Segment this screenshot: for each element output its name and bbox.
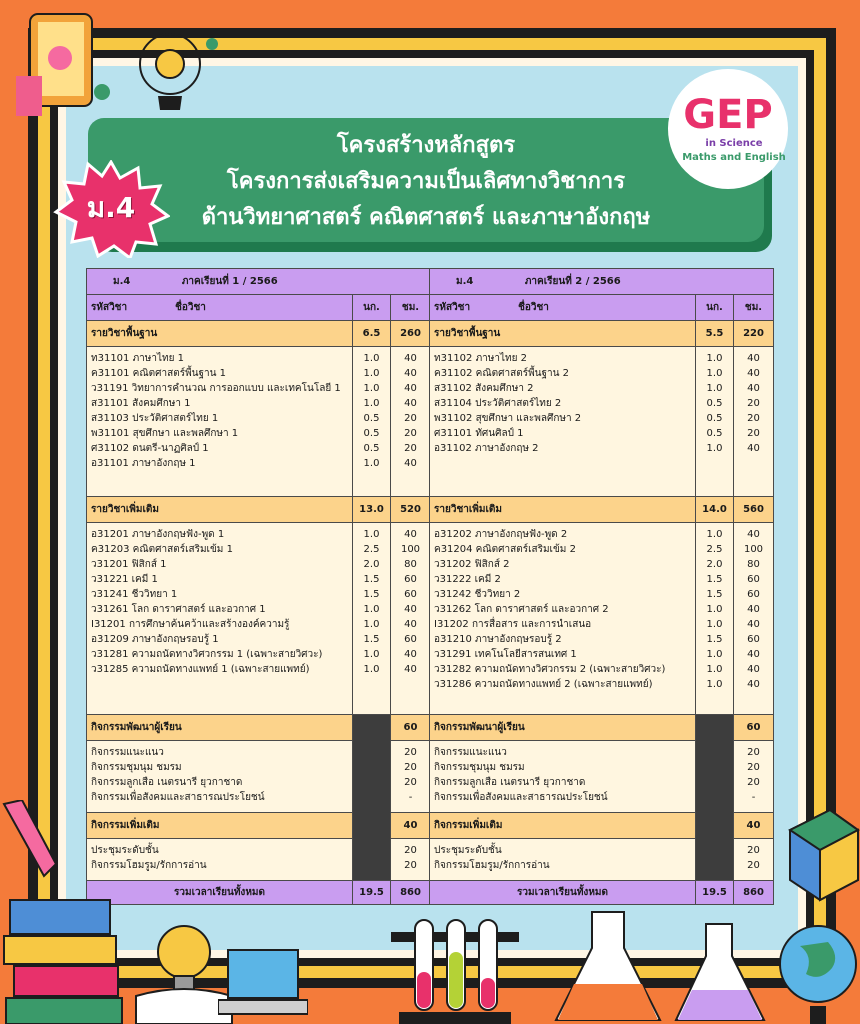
term1-basic-credit: 6.5 <box>353 321 391 347</box>
term2-basic-hours: 220 <box>734 321 774 347</box>
row-hours: 20 <box>404 860 417 871</box>
row-hours: 40 <box>747 383 760 394</box>
row-name: ส31103 ประวัติศาสตร์ไทย 1 <box>91 413 219 424</box>
row-name: I31201 การศึกษาค้นคว้าและสร้างองค์ความรู้ <box>91 619 290 630</box>
row-hours: 20 <box>747 413 760 424</box>
row-hours: 40 <box>404 368 417 379</box>
row-credit: 2.5 <box>363 544 380 555</box>
row-credit: 1.5 <box>706 589 723 600</box>
term1-more-hours: 40 <box>391 813 431 839</box>
term1-total-label: รวมเวลาเรียนทั้งหมด <box>87 881 353 905</box>
books-stack-icon <box>0 880 130 1024</box>
term2-col-hours: ชม. <box>734 295 774 321</box>
term2-extra-label: รายวิชาเพิ่มเติม <box>430 497 696 523</box>
row-credit: 1.0 <box>363 664 380 675</box>
row-hours: 40 <box>404 353 417 364</box>
row-credit: 1.0 <box>363 368 380 379</box>
row-name: ส31104 ประวัติศาสตร์ไทย 2 <box>434 398 562 409</box>
row-hours: 20 <box>747 398 760 409</box>
row-hours: 60 <box>404 574 417 585</box>
row-name: ว31222 เคมี 2 <box>434 574 501 585</box>
row-hours: 80 <box>404 559 417 570</box>
row-name: อ31209 ภาษาอังกฤษรอบรู้ 1 <box>91 634 219 645</box>
row-hours: 40 <box>747 529 760 540</box>
test-tubes-icon <box>385 912 525 1024</box>
row-name: ว31242 ชีววิทยา 2 <box>434 589 521 600</box>
row-credit: 0.5 <box>706 428 723 439</box>
row-hours: 60 <box>747 574 760 585</box>
row-credit: 1.0 <box>363 458 380 469</box>
row-hours: 40 <box>747 443 760 454</box>
row-credit: 1.0 <box>363 649 380 660</box>
logo-mark: GEP <box>683 92 773 138</box>
row-name: ค31203 คณิตศาสตร์เสริมเข้ม 1 <box>91 544 233 555</box>
header-title: โครงสร้างหลักสูตร <box>336 133 516 158</box>
row-hours: 60 <box>404 589 417 600</box>
row-hours: 20 <box>747 860 760 871</box>
row-hours: 40 <box>747 649 760 660</box>
row-name: อ31202 ภาษาอังกฤษฟัง-พูด 2 <box>434 529 568 540</box>
term1-activity-hours-list <box>391 741 431 813</box>
row-hours: 20 <box>404 762 417 773</box>
row-hours: 60 <box>747 589 760 600</box>
row-hours: 40 <box>404 664 417 675</box>
row-name: ว31201 ฟิสิกส์ 1 <box>91 559 167 570</box>
row-name: ศ31101 ทัศนศิลป์ 1 <box>434 428 524 439</box>
row-credit: 2.0 <box>706 559 723 570</box>
laptop-cloud-icon <box>218 930 308 1024</box>
term2-activity-hours-list <box>734 741 774 813</box>
row-name: ว31286 ความถนัดทางแพทย์ 2 (เฉพาะสายแพทย์) <box>434 679 653 690</box>
term2-total-credit: 19.5 <box>696 881 734 905</box>
term2-activity-names <box>430 741 696 813</box>
term1-col-credit: นก. <box>353 295 391 321</box>
row-name: ว31191 วิทยาการคำนวณ การออกแบบ และเทคโนโลยี 1 <box>91 383 341 394</box>
row-credit: 0.5 <box>363 413 380 424</box>
term2-col-name: ชื่อวิชา <box>518 302 549 313</box>
row-credit: 1.0 <box>363 383 380 394</box>
term2-more-names <box>430 839 696 881</box>
tablet-illustration-icon <box>10 6 120 126</box>
row-credit: 1.0 <box>706 383 723 394</box>
row-credit: 2.5 <box>706 544 723 555</box>
term1-activity-dark-cell <box>353 715 391 881</box>
row-hours: 40 <box>747 353 760 364</box>
row-name: กิจกรรมชุมนุม ชมรม <box>91 762 182 773</box>
row-hours: 20 <box>404 777 417 788</box>
row-name: ค31101 คณิตศาสตร์พื้นฐาน 1 <box>91 368 227 379</box>
row-credit: 0.5 <box>363 443 380 454</box>
row-hours: 20 <box>747 762 760 773</box>
row-hours: 20 <box>747 747 760 758</box>
row-hours: 20 <box>404 747 417 758</box>
term2-basic-label: รายวิชาพื้นฐาน <box>430 321 696 347</box>
gep-logo <box>660 66 796 192</box>
row-credit: 1.0 <box>706 529 723 540</box>
row-credit: 1.0 <box>706 353 723 364</box>
term1-basic-hours-list <box>391 347 431 497</box>
term2-activity-hours: 60 <box>734 715 774 741</box>
lightbulb-gear-icon <box>122 14 232 124</box>
term2-more-label: กิจกรรมเพิ่มเติม <box>430 813 696 839</box>
term2-more-hours: 40 <box>734 813 774 839</box>
row-name: กิจกรรมเพื่อสังคมและสาธารณประโยชน์ <box>91 792 265 803</box>
row-name: ประชุมระดับชั้น <box>91 845 159 856</box>
term2-grade: ม.4 <box>456 276 474 287</box>
row-hours: 60 <box>404 634 417 645</box>
term2-activity-dark-cell <box>696 715 734 881</box>
row-hours: 100 <box>743 544 764 555</box>
row-name: ว31221 เคมี 1 <box>91 574 158 585</box>
row-hours: 40 <box>747 679 760 690</box>
abc-blocks-icon <box>780 800 860 920</box>
term1-basic-label: รายวิชาพื้นฐาน <box>87 321 353 347</box>
row-credit: 1.0 <box>706 443 723 454</box>
term2-extra-credit: 14.0 <box>696 497 734 523</box>
row-name: กิจกรรมโฮมรูม/รักการอ่าน <box>434 860 550 871</box>
row-hours: 20 <box>404 413 417 424</box>
row-hours: - <box>751 792 756 803</box>
term1-extra-label: รายวิชาเพิ่มเติม <box>87 497 353 523</box>
row-name: อ31210 ภาษาอังกฤษรอบรู้ 2 <box>434 634 562 645</box>
row-hours: 40 <box>747 619 760 630</box>
row-name: กิจกรรมชุมนุม ชมรม <box>434 762 525 773</box>
term1-total-credit: 19.5 <box>353 881 391 905</box>
row-hours: 40 <box>747 604 760 615</box>
term2-table <box>429 268 774 905</box>
row-credit: 1.5 <box>706 634 723 645</box>
row-credit: 1.5 <box>363 574 380 585</box>
term2-extra-hours-list <box>734 523 774 715</box>
term1-more-hours-list <box>391 839 431 881</box>
row-name: ค31204 คณิตศาสตร์เสริมเข้ม 2 <box>434 544 576 555</box>
row-hours: 40 <box>747 664 760 675</box>
term1-activity-label: กิจกรรมพัฒนาผู้เรียน <box>87 715 353 741</box>
row-name: ส31101 สังคมศึกษา 1 <box>91 398 191 409</box>
term2-extra-hours: 560 <box>734 497 774 523</box>
row-credit: 2.0 <box>363 559 380 570</box>
term1-extra-hours-list <box>391 523 431 715</box>
logo-sub-1: in Science <box>705 138 763 149</box>
row-credit: 0.5 <box>706 413 723 424</box>
term1-basic-hours: 260 <box>391 321 431 347</box>
term2-basic-hours-list <box>734 347 774 497</box>
row-hours: 60 <box>747 634 760 645</box>
term2-header <box>430 269 774 295</box>
term1-col-hours: ชม. <box>391 295 431 321</box>
term1-col-name: ชื่อวิชา <box>175 302 206 313</box>
row-hours: 40 <box>404 458 417 469</box>
row-name: พ31101 สุขศึกษา และพลศึกษา 1 <box>91 428 239 439</box>
row-hours: - <box>408 792 413 803</box>
term2-basic-credit: 5.5 <box>696 321 734 347</box>
term1-basic-credits <box>353 347 391 497</box>
row-hours: 40 <box>404 398 417 409</box>
term2-activity-label: กิจกรรมพัฒนาผู้เรียน <box>430 715 696 741</box>
term1-col-code: รหัสวิชา ชื่อวิชา <box>87 295 353 321</box>
term1-total-hours: 860 <box>391 881 431 905</box>
row-credit: 0.5 <box>706 398 723 409</box>
globe-icon <box>770 916 860 1024</box>
term2-term: ภาคเรียนที่ 2 / 2566 <box>524 276 621 287</box>
row-credit: 1.0 <box>363 353 380 364</box>
row-name: ว31291 เทคโนโลยีสารสนเทศ 1 <box>434 649 577 660</box>
row-name: กิจกรรมลูกเสือ เนตรนารี ยุวกาชาด <box>91 777 243 788</box>
term2-total-label: รวมเวลาเรียนทั้งหมด <box>430 881 696 905</box>
term1-table <box>86 268 431 905</box>
row-credit: 1.0 <box>363 398 380 409</box>
row-credit: 1.0 <box>706 679 723 690</box>
term1-extra-hours: 520 <box>391 497 431 523</box>
row-hours: 20 <box>747 777 760 788</box>
term1-more-names <box>87 839 353 881</box>
row-name: พ31102 สุขศึกษา และพลศึกษา 2 <box>434 413 582 424</box>
row-hours: 40 <box>404 649 417 660</box>
row-credit: 1.0 <box>363 604 380 615</box>
row-name: ว31285 ความถนัดทางแพทย์ 1 (เฉพาะสายแพทย์) <box>91 664 310 675</box>
row-credit: 1.0 <box>706 604 723 615</box>
row-credit: 0.5 <box>363 428 380 439</box>
row-credit: 1.0 <box>706 619 723 630</box>
row-hours: 80 <box>747 559 760 570</box>
row-name: ว31202 ฟิสิกส์ 2 <box>434 559 510 570</box>
row-name: ศ31102 ดนตรี-นาฏศิลป์ 1 <box>91 443 209 454</box>
row-name: ค31102 คณิตศาสตร์พื้นฐาน 2 <box>434 368 570 379</box>
logo-sub-2: Maths and English <box>682 152 786 163</box>
row-name: กิจกรรมแนะแนว <box>91 747 164 758</box>
row-hours: 20 <box>404 443 417 454</box>
row-hours: 40 <box>404 529 417 540</box>
row-name: ท31102 ภาษาไทย 2 <box>434 353 528 364</box>
row-name: ว31261 โลก ดาราศาสตร์ และอวกาศ 1 <box>91 604 266 615</box>
row-credit: 1.0 <box>706 664 723 675</box>
term1-activity-hours: 60 <box>391 715 431 741</box>
row-name: ประชุมระดับชั้น <box>434 845 502 856</box>
term1-header <box>87 269 431 295</box>
row-name: ว31281 ความถนัดทางวิศวกรรม 1 (เฉพาะสายวิศวะ) <box>91 649 323 660</box>
term2-extra-names <box>430 523 696 715</box>
beaker-icon <box>670 920 770 1024</box>
row-name: ว31262 โลก ดาราศาสตร์ และอวกาศ 2 <box>434 604 609 615</box>
term1-more-label: กิจกรรมเพิ่มเติม <box>87 813 353 839</box>
row-credit: 1.0 <box>363 529 380 540</box>
row-name: ส31102 สังคมศึกษา 2 <box>434 383 534 394</box>
term1-basic-names <box>87 347 353 497</box>
row-name: กิจกรรมโฮมรูม/รักการอ่าน <box>91 860 207 871</box>
row-credit: 1.0 <box>706 368 723 379</box>
term1-grade: ม.4 <box>113 276 131 287</box>
term1-activity-names <box>87 741 353 813</box>
row-name: กิจกรรมลูกเสือ เนตรนารี ยุวกาชาด <box>434 777 586 788</box>
row-name: ว31241 ชีววิทยา 1 <box>91 589 178 600</box>
row-name: กิจกรรมแนะแนว <box>434 747 507 758</box>
row-credit: 1.5 <box>706 574 723 585</box>
term2-basic-names <box>430 347 696 497</box>
row-name: I31202 การสื่อสาร และการนำเสนอ <box>434 619 592 630</box>
row-credit: 1.0 <box>706 649 723 660</box>
row-name: ว31282 ความถนัดทางวิศวกรรม 2 (เฉพาะสายวิศวะ) <box>434 664 666 675</box>
row-hours: 20 <box>404 428 417 439</box>
header-subtitle-2: ด้านวิทยาศาสตร์ คณิตศาสตร์ และภาษาอังกฤษ <box>201 205 651 230</box>
row-hours: 20 <box>404 845 417 856</box>
row-hours: 40 <box>747 368 760 379</box>
row-credit: 1.5 <box>363 589 380 600</box>
term2-col-code: รหัสวิชา ชื่อวิชา <box>430 295 696 321</box>
row-name: อ31101 ภาษาอังกฤษ 1 <box>91 458 196 469</box>
term2-extra-credits <box>696 523 734 715</box>
row-hours: 20 <box>747 428 760 439</box>
term2-basic-credits <box>696 347 734 497</box>
term1-extra-credits <box>353 523 391 715</box>
term1-extra-credit: 13.0 <box>353 497 391 523</box>
row-hours: 100 <box>400 544 421 555</box>
pencil-icon <box>0 800 60 880</box>
row-credit: 1.5 <box>363 634 380 645</box>
header-subtitle: โครงการส่งเสริมความเป็นเลิศทางวิชาการ <box>226 169 626 194</box>
row-name: อ31102 ภาษาอังกฤษ 2 <box>434 443 539 454</box>
term1-term: ภาคเรียนที่ 1 / 2566 <box>181 276 278 287</box>
term2-total-hours: 860 <box>734 881 774 905</box>
row-hours: 20 <box>747 845 760 856</box>
term1-extra-names <box>87 523 353 715</box>
grade-badge-label: ม.4 <box>86 191 136 224</box>
row-name: กิจกรรมเพื่อสังคมและสาธารณประโยชน์ <box>434 792 608 803</box>
row-name: ท31101 ภาษาไทย 1 <box>91 353 185 364</box>
term2-more-hours-list <box>734 839 774 881</box>
term2-col-credit: นก. <box>696 295 734 321</box>
row-hours: 40 <box>404 604 417 615</box>
row-hours: 40 <box>404 383 417 394</box>
row-hours: 40 <box>404 619 417 630</box>
flask-icon <box>548 908 668 1024</box>
row-credit: 1.0 <box>363 619 380 630</box>
row-name: อ31201 ภาษาอังกฤษฟัง-พูด 1 <box>91 529 225 540</box>
